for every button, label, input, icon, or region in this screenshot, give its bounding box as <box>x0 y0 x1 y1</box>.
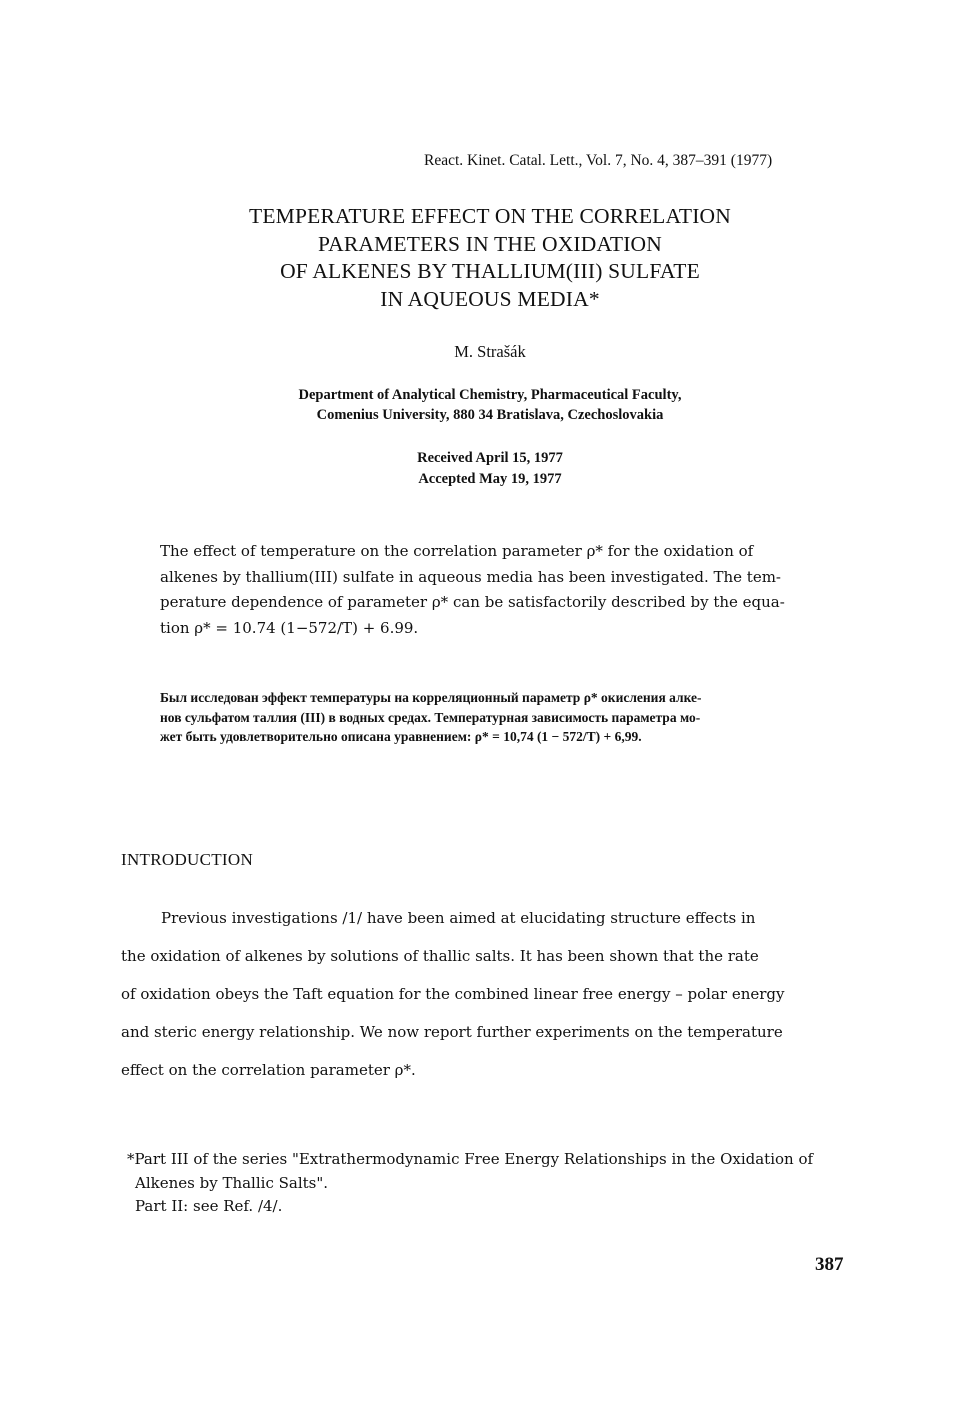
abstract-ru-line: Был исследован эффект температуры на корреляционный параметр ρ* окисления алке- <box>160 690 702 705</box>
abstract-line: perature dependence of parameter ρ* can be satisfactorily described by the equa- <box>160 593 785 611</box>
footnote <box>127 1148 927 1219</box>
author-name: M. Strašák <box>454 342 526 361</box>
intro-line: the oxidation of alkenes by solutions of thallic salts. It has been shown that the rate <box>121 947 759 965</box>
page-number: 387 <box>815 1254 844 1275</box>
journal-citation: React. Kinet. Catal. Lett., Vol. 7, No. 4, 387–391 (1977) <box>424 152 773 169</box>
abstract-line: The effect of temperature on the correlation parameter ρ* for the oxidation of <box>160 542 754 560</box>
title-line: IN AQUEOUS MEDIA* <box>380 286 600 311</box>
received-date: Received April 15, 1977 <box>417 450 563 466</box>
affiliation-line: Comenius University, 880 34 Bratislava, Czechoslovakia <box>316 407 664 423</box>
intro-line: Previous investigations /1/ have been aimed at elucidating structure effects in <box>161 909 756 927</box>
introduction-paragraph <box>121 899 901 1089</box>
accepted-date: Accepted May 19, 1977 <box>418 471 562 487</box>
section-heading-introduction: INTRODUCTION <box>121 850 254 869</box>
title-line: OF ALKENES BY THALLIUM(III) SULFATE <box>280 259 700 283</box>
intro-line: and steric energy relationship. We now report further experiments on the temperature <box>121 1023 783 1041</box>
abstract-line: tion ρ* = 10.74 (1−572/T) + 6.99. <box>160 618 419 637</box>
intro-line: of oxidation obeys the Taft equation for the combined linear free energy – polar energy <box>121 985 785 1003</box>
footnote-line: Alkenes by Thallic Salts". <box>135 1173 329 1192</box>
title-line: TEMPERATURE EFFECT ON THE CORRELATION <box>248 204 732 228</box>
abstract-line: alkenes by thallium(III) sulfate in aqueous media has been investigated. The tem- <box>160 567 781 586</box>
footnote-line: *Part III of the series "Extrathermodynamic Free Energy Relationships in the Oxidation of <box>127 1150 814 1168</box>
abstract-russian <box>160 688 880 747</box>
abstract-ru-line: жет быть удовлетворительно описана уравнением: ρ* = 10,74 (1 − 572/T) + 6,99. <box>160 729 642 744</box>
affiliation <box>140 385 840 425</box>
footnote-line: Part II: see Ref. /4/. <box>135 1197 283 1215</box>
intro-line: effect on the correlation parameter ρ*. <box>121 1061 416 1079</box>
article-dates <box>140 448 840 490</box>
title-line: PARAMETERS IN THE OXIDATION <box>317 231 663 256</box>
abstract-english <box>160 539 880 641</box>
article-title <box>140 203 840 313</box>
affiliation-line: Department of Analytical Chemistry, Pharmaceutical Faculty, <box>298 387 682 403</box>
abstract-ru-line: нов сульфатом таллия (III) в водных средах. Температурная зависимость параметра мо- <box>160 709 701 725</box>
